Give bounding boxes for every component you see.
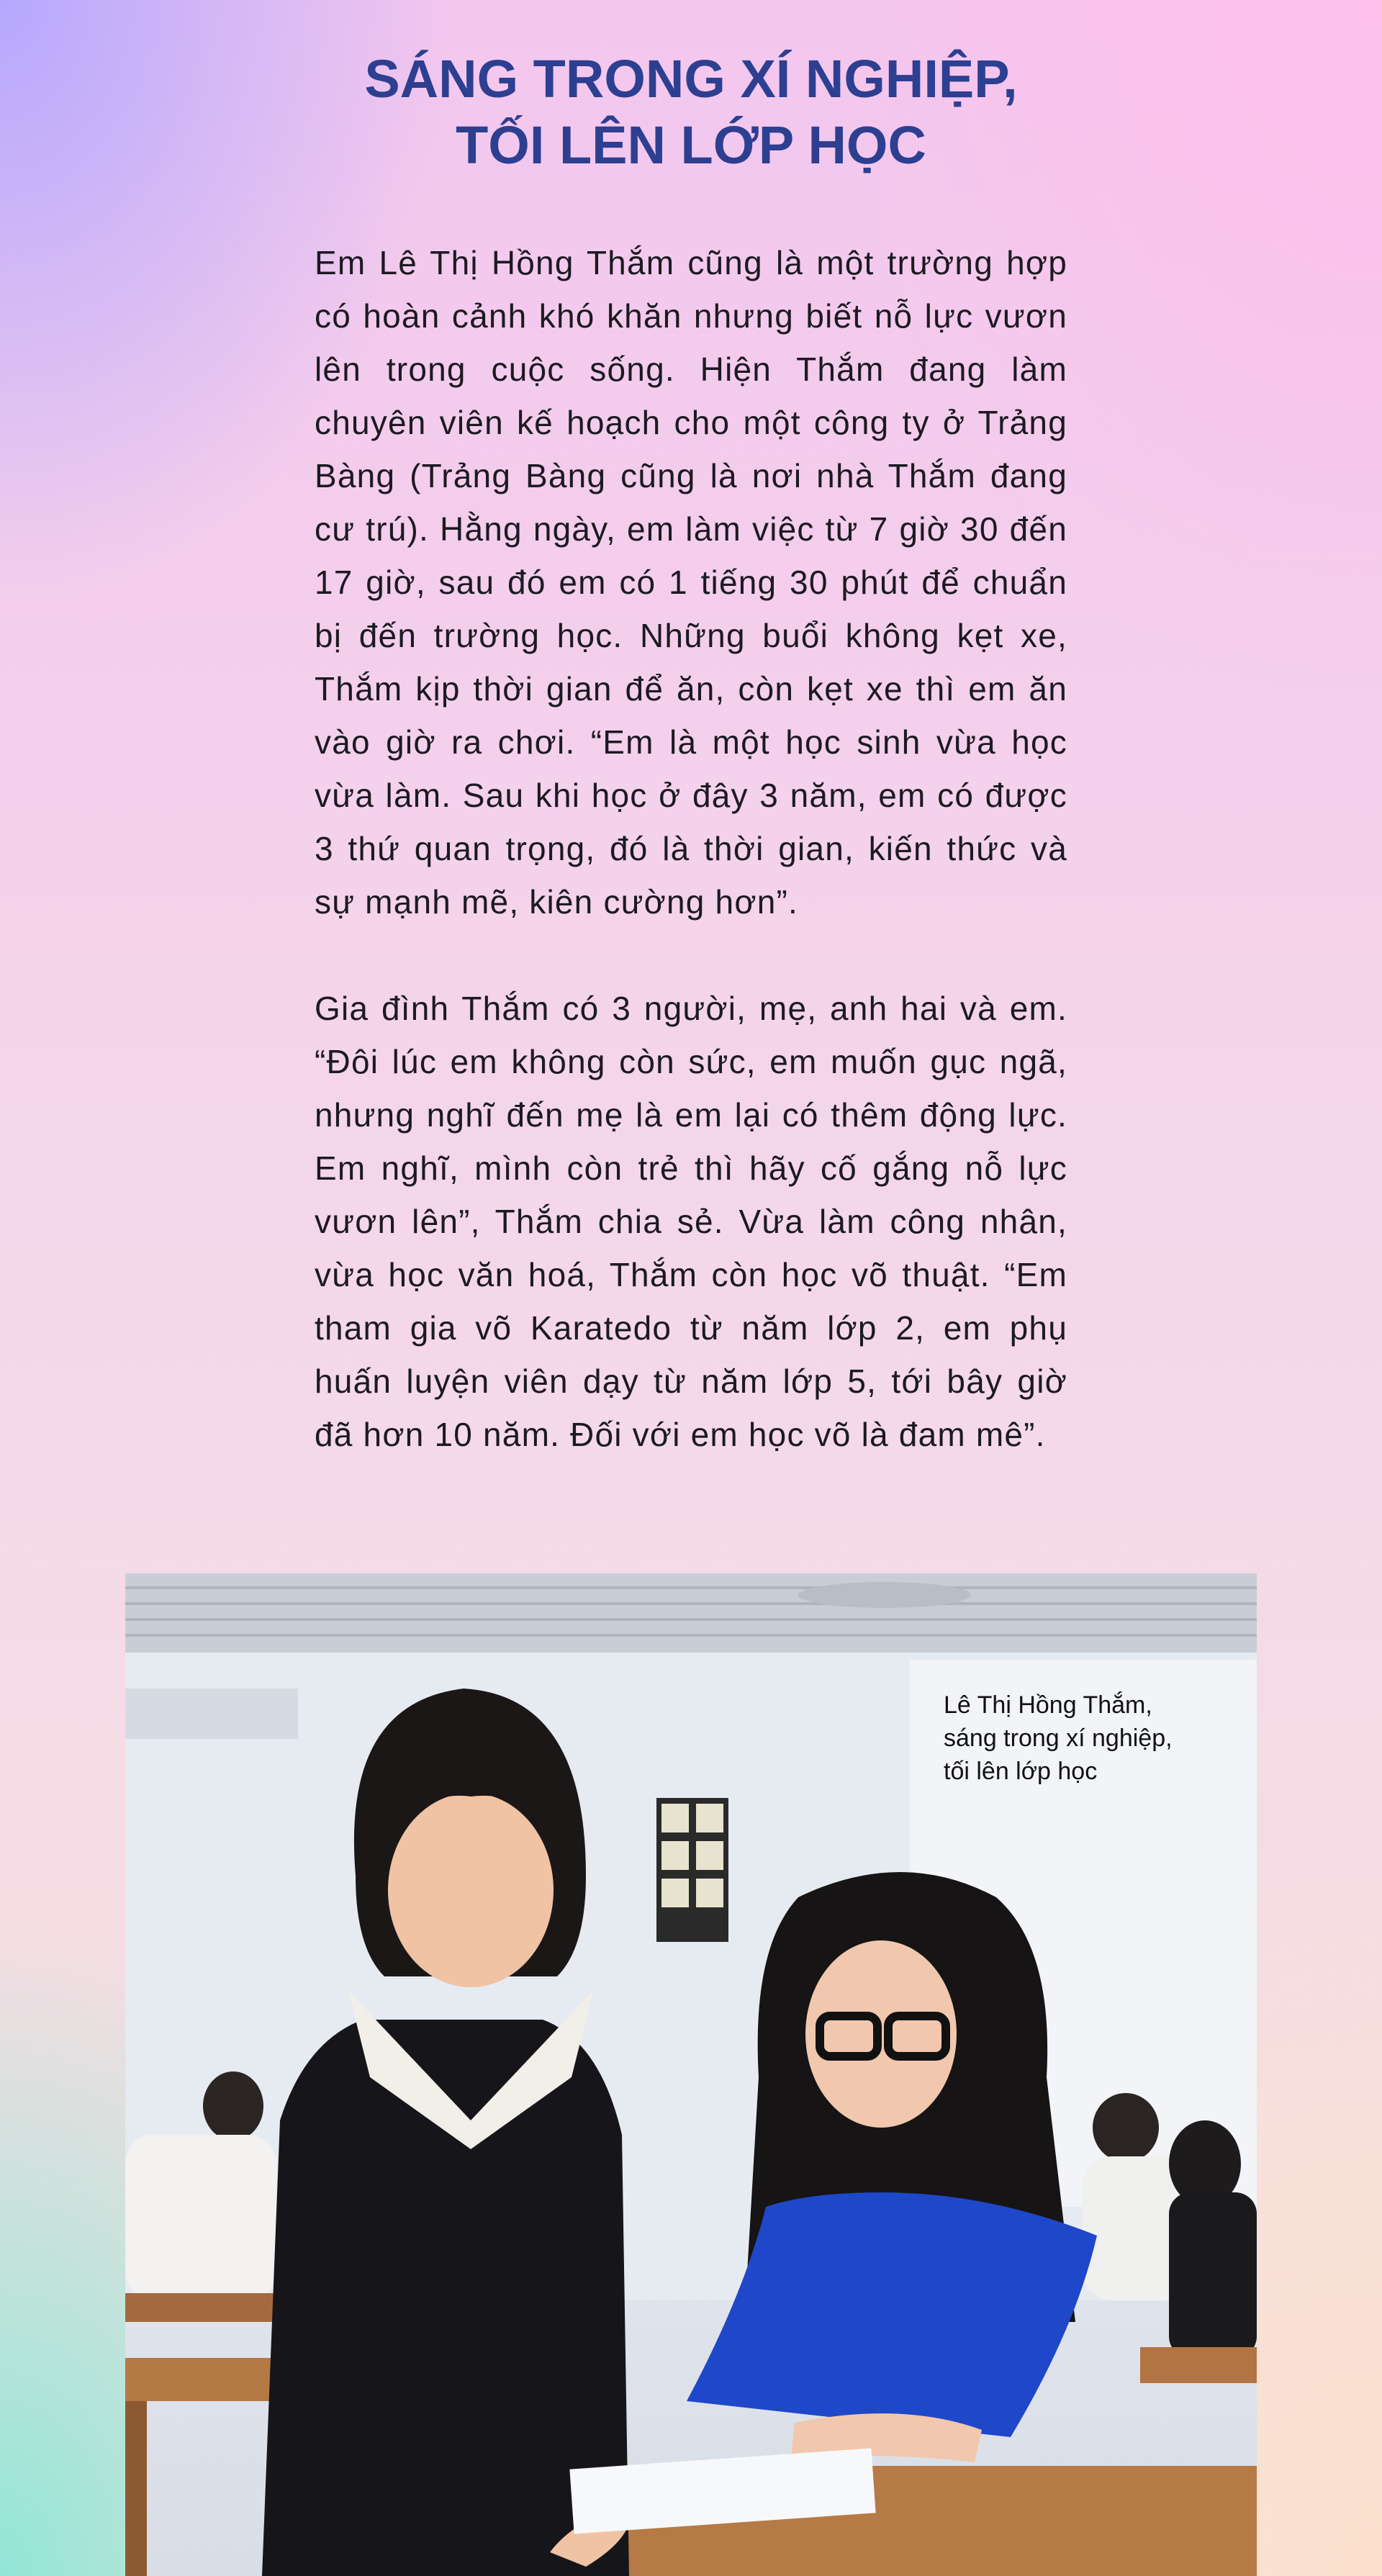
article-paragraph-1: Em Lê Thị Hồng Thắm cũng là một trường hợp có hoàn cảnh khó khăn nhưng biết nỗ lực vươn lên trong cuộc sống. Hiện Thắm đang làm chuyên viên kế hoạch cho một công ty ở Trảng Bàng (Trảng Bàng cũng là nơi nhà Thắm đang cư trú). Hằng ngày, em làm việc từ 7 giờ 30 đến 17 giờ, sau đó em có 1 tiếng 30 phút để chuẩn bị đến trường học. Những buổi không kẹt xe, Thắm kịp thời gian để ăn, còn kẹt xe thì em ăn vào giờ ra chơi. “Em là một học sinh vừa học vừa làm. Sau khi học ở đây 3 năm, em có được 3 thứ quan trọng, đó là thời gian, kiến thức và sự mạnh mẽ, kiên cường hơn”. [315,244,1067,921]
ceiling-fan [798,1582,971,1608]
article-paragraph-2: Gia đình Thắm có 3 người, mẹ, anh hai và em. “Đôi lúc em không còn sức, em muốn gục ngã, nhưng nghĩ đến mẹ là em lại có thêm động lực. Em nghĩ, mình còn trẻ thì hãy cố gắng nỗ lực vươn lên”, Thắm chia sẻ. Vừa làm công nhân, vừa học văn hoá, Thắm còn học võ thuật. “Em tham gia võ Karatedo từ năm lớp 2, em phụ huấn luyện viên dạy từ năm lớp 5, tới bây giờ đã hơn 10 năm. Đối với em học võ là đam mê”. [315,990,1067,1453]
title-line-1: SÁNG TRONG XÍ NGHIỆP, [364,49,1018,109]
ceiling [125,1573,1257,1653]
classroom-photo [125,1573,1257,2576]
caption-line-3: tối lên lớp học [944,1758,1098,1785]
article-body [315,236,1067,1461]
caption-line-2: sáng trong xí nghiệp, [944,1725,1173,1752]
photo-caption [944,1689,1246,1788]
wall-shelf [125,1689,298,1739]
caption-line-1: Lê Thị Hồng Thắm, [944,1691,1152,1719]
title-line-2: TỐI LÊN LỚP HỌC [456,115,926,175]
article-title [0,46,1382,178]
